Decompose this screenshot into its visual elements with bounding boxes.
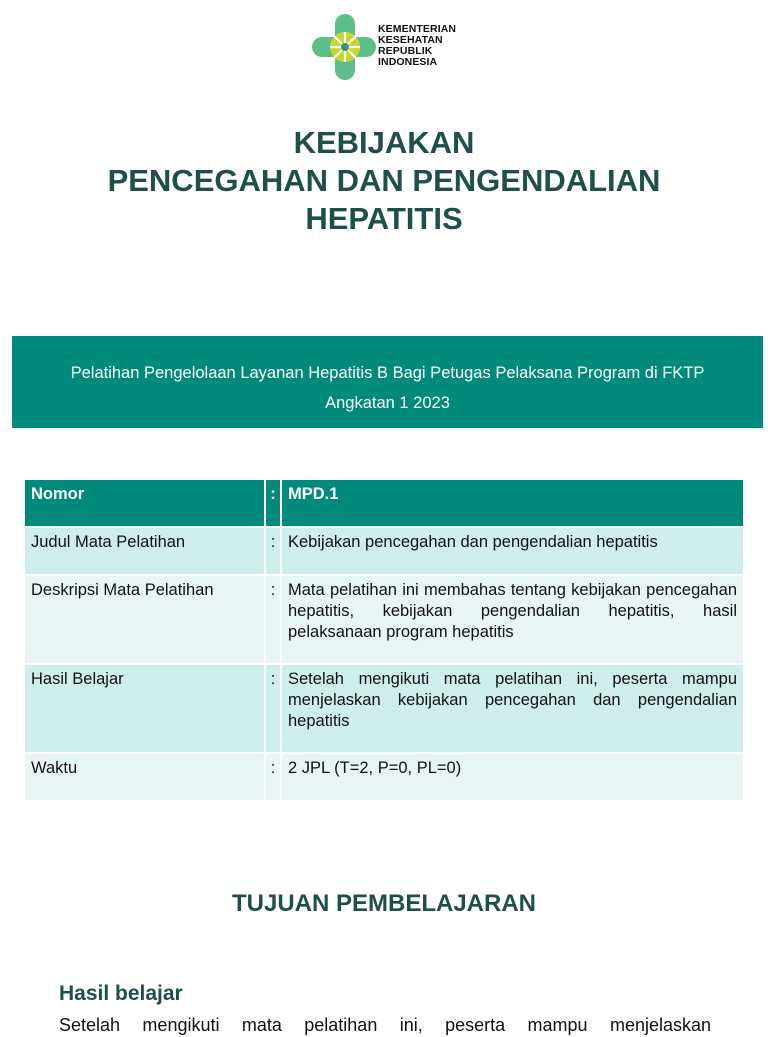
table-row (25, 527, 743, 575)
section-title: TUJUAN PEMBELAJARAN (231, 890, 537, 917)
row-value: 2 JPL (T=2, P=0, PL=0) (281, 753, 743, 801)
row-value: MPD.1 (281, 480, 743, 527)
training-banner (12, 336, 763, 428)
logo-line: KESEHATAN (378, 34, 443, 46)
row-separator: : (265, 664, 281, 753)
row-label: Judul Mata Pelatihan (25, 527, 265, 575)
banner-training-name: Pelatihan Pengelolaan Layanan Hepatitis B Bagi Petugas Pelaksana Program di FKTP (70, 364, 705, 382)
logo-line: REPUBLIK (378, 45, 433, 57)
page-title (0, 124, 768, 238)
row-separator: : (265, 575, 281, 664)
table-row (25, 575, 743, 664)
row-label: Waktu (25, 753, 265, 801)
logo-line: KEMENTERIAN (378, 23, 457, 35)
title-line: PENCEGAHAN DAN PENGENDALIAN (107, 163, 661, 198)
row-value: Setelah mengikuti mata pelatihan ini, peserta mampu menjelaskan kebijakan pencegahan dan pengendalian hepatitis (281, 664, 743, 753)
section-subtitle: Hasil belajar (59, 982, 183, 1005)
course-info-table (25, 480, 743, 802)
section-body-text: Setelah mengikuti mata pelatihan ini, peserta mampu menjelaskan (59, 1015, 711, 1035)
row-separator: : (265, 527, 281, 575)
kemenkes-emblem-icon (311, 12, 377, 82)
title-line: KEBIJAKAN (293, 125, 475, 160)
logo-line: INDONESIA (378, 56, 438, 68)
logo-wordmark (378, 24, 456, 68)
row-label: Deskripsi Mata Pelatihan (25, 575, 265, 664)
row-label: Hasil Belajar (25, 664, 265, 753)
title-line: HEPATITIS (305, 201, 463, 236)
table-row (25, 480, 743, 527)
table-row (25, 753, 743, 801)
row-separator: : (265, 753, 281, 801)
table-row (25, 664, 743, 753)
banner-batch: Angkatan 1 2023 (325, 394, 450, 412)
row-separator: : (265, 480, 281, 527)
row-value: Mata pelatihan ini membahas tentang kebijakan pencegahan hepatitis, kebijakan pengendalian hepatitis, hasil pelaksanaan program hepatitis (281, 575, 743, 664)
row-value: Kebijakan pencegahan dan pengendalian hepatitis (281, 527, 743, 575)
kemenkes-logo (311, 12, 471, 82)
row-label: Nomor (25, 480, 265, 527)
